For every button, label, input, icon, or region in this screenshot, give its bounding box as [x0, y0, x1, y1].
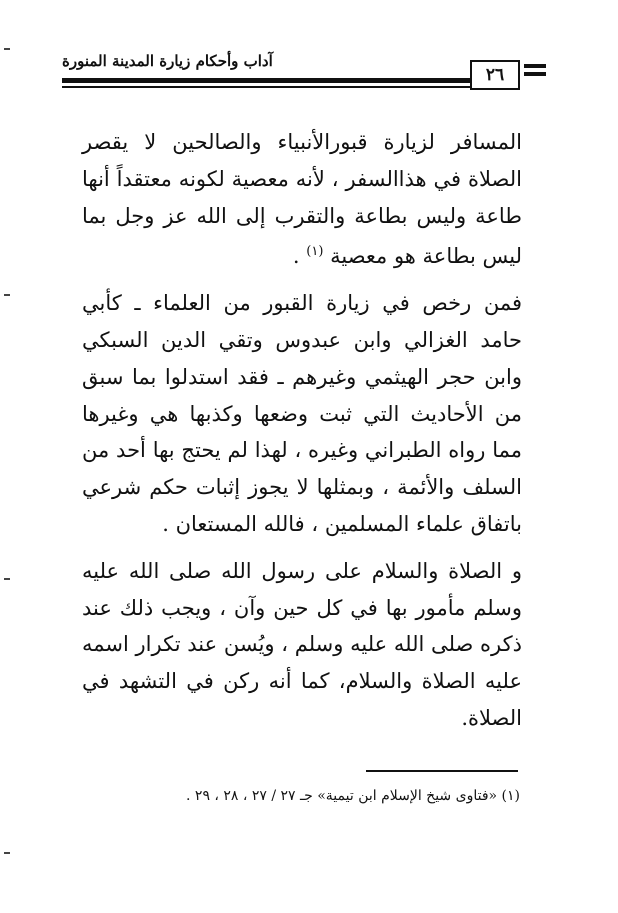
header-rule-thick: [62, 78, 470, 83]
margin-mark: [4, 852, 10, 854]
margin-mark: [4, 48, 10, 50]
running-title: آداب وأحكام زيارة المدينة المنورة: [62, 52, 273, 70]
page-header: [62, 48, 550, 96]
footnote: (١) «فتاوى شيخ الإسلام ابن تيمية» جـ ٢٧ / ٢٧ ، ٢٨ ، ٢٩ .: [186, 788, 520, 804]
paragraph-3: و الصلاة والسلام على رسول الله صلى الله عليه وسلم مأمور بها في كل حين وآن ، ويجب ذلك عند ذكره صلى الله عليه وسلم ، ويُسن عند تكرار اسمه عليه الصلاة والسلام، كما أنه ركن في التشهد في الصلاة.: [82, 558, 522, 730]
margin-mark: [4, 578, 10, 580]
paragraph-2: فمن رخص في زيارة القبور من العلماء ـ كأبي حامد الغزالي وابن عبدوس وتقي الدين السبكي وابن حجر الهيثمي وغيرهم ـ فقد استدلوا بما سبق من الأحاديث التي ثبت وضعها وكذبها هي وغيرها مما رواه الطبراني وغيره ، لهذا لم يحتج بها أحد من السلف والأئمة ، وبمثلها لا يجوز إثبات حكم شرعي باتفاق علماء المسلمين ، فالله المستعان .: [82, 291, 522, 536]
main-text: [82, 124, 522, 737]
footnote-reference: (١): [306, 244, 324, 260]
paragraph-1-text: المسافر لزيارة قبورالأنبياء والصالحين لا يقصر الصلاة في هذاالسفر ، لأنه معصية لكونه معتقداً أنها طاعة وليس بطاعة والتقرب إلى الله عز وجل بما ليس بطاعة هو معصية: [82, 130, 522, 269]
footnote-divider: [366, 770, 518, 772]
page-number: ٢٦: [470, 60, 520, 90]
margin-mark: [4, 294, 10, 296]
paragraph-1-tail: .: [292, 244, 307, 269]
header-rule-thin: [62, 86, 470, 88]
header-ornament: [524, 64, 546, 80]
paragraph-1: [82, 124, 522, 275]
